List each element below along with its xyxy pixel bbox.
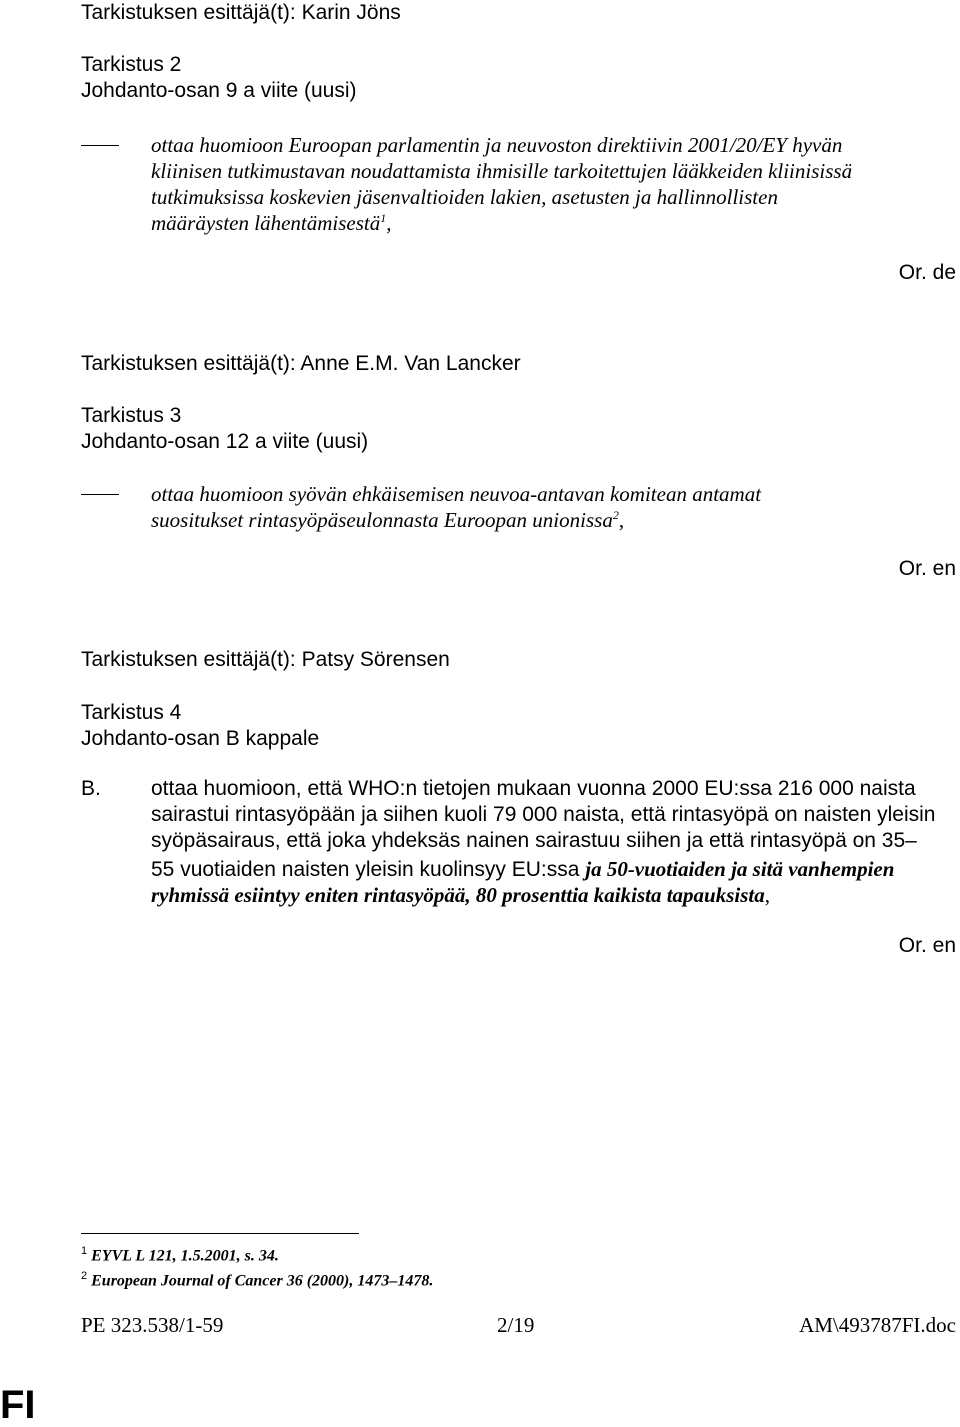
amendment-number: Tarkistus 4	[81, 701, 182, 724]
amendment-text-line: syöpäsairaus, että joka yhdeksäs nainen sairastuu siihen ja että rintasyöpä on 35–	[151, 829, 917, 852]
amendment-author: Tarkistuksen esittäjä(t): Patsy Sörensen	[81, 648, 450, 671]
added-text: ja 50-vuotiaiden ja sitä vanhempien	[585, 857, 895, 881]
point-label: B.	[81, 777, 101, 800]
footnote: $^1$ EYVL L 121, 1.5.2001, s. 34.	[81, 1245, 279, 1265]
amendment-text-line: tutkimuksissa koskevien jäsenvaltioiden lakien, asetusten ja hallinnollisten	[151, 185, 778, 209]
amendment-number: Tarkistus 3	[81, 404, 182, 427]
amendment-text-line: suositukset rintasyöpäseulonnasta Euroopan unionissa$^2$,	[151, 508, 625, 532]
amendment-text-line: ottaa huomioon syövän ehkäisemisen neuvoa-antavan komitean antamat	[151, 482, 762, 506]
list-dash	[81, 145, 119, 146]
original-language: Or. en	[898, 557, 956, 580]
amendment-text-line: määräysten lähentämisestä$^1$,	[151, 211, 392, 235]
footnote-reference: 1	[380, 211, 387, 225]
amendment-reference: Johdanto-osan B kappale	[81, 727, 320, 750]
file-name: AM\493787FI.doc	[799, 1313, 956, 1337]
amendment-number: Tarkistus 2	[81, 53, 182, 76]
amendment-text-line: ottaa huomioon Euroopan parlamentin ja neuvoston direktiivin 2001/20/EY hyvän	[151, 133, 843, 157]
amendment-text-line: sairastui rintasyöpään ja siihen kuoli 79 000 naista, että rintasyöpä on naisten yleisin	[151, 803, 936, 826]
amendment-text-line: ottaa huomioon, että WHO:n tietojen mukaan vuonna 2000 EU:ssa 216 000 naista	[151, 777, 916, 800]
list-dash	[81, 494, 119, 495]
amendment-author: Tarkistuksen esittäjä(t): Anne E.M. Van Lancker	[81, 352, 521, 375]
amendment-text-line: 55 vuotiaiden naisten yleisin kuolinsyy EU:ssa ja 50-vuotiaiden ja sitä vanhempien	[151, 857, 895, 881]
footnote-reference: 2	[612, 508, 619, 522]
document-number: PE 323.538/1-59	[81, 1313, 224, 1337]
original-language: Or. de	[898, 261, 956, 284]
amendment-reference: Johdanto-osan 12 a viite (uusi)	[81, 430, 369, 453]
page-number: 2/19	[497, 1313, 535, 1337]
added-text: ryhmissä esiintyy eniten rintasyöpää, 80 prosenttia kaikista tapauksista	[151, 883, 765, 907]
footnote: $^2$ European Journal of Cancer 36 (2000), 1473–1478.	[81, 1270, 434, 1290]
amendment-text-line: kliinisen tutkimustavan noudattamista ihmisille tarkoitettujen lääkkeiden kliinisissä	[151, 159, 853, 183]
amendment-text-line: ryhmissä esiintyy eniten rintasyöpää, 80 prosenttia kaikista tapauksista,	[151, 883, 770, 907]
language-code: FI	[0, 1383, 36, 1427]
amendment-author: Tarkistuksen esittäjä(t): Karin Jöns	[81, 1, 401, 24]
footnote-separator	[81, 1233, 359, 1234]
original-language: Or. en	[898, 934, 956, 957]
amendment-reference: Johdanto-osan 9 a viite (uusi)	[81, 79, 357, 102]
